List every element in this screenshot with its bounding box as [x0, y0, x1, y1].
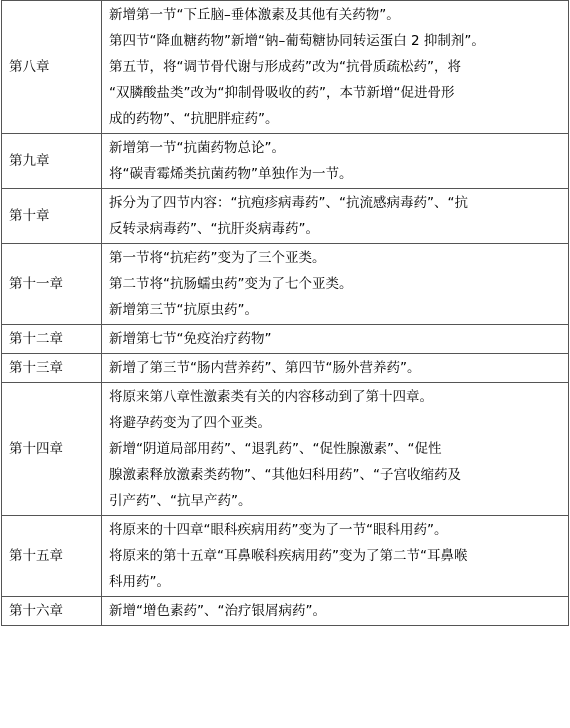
change-description-line: 第五节，将“调节骨代谢与形成药”改为“抗骨质疏松药”，将: [109, 59, 461, 75]
change-description-line: 拆分为了四节内容：“抗疱疹病毒药”、“抗流感病毒药”、“抗: [109, 195, 468, 211]
chapter-cell: 第十二章: [2, 325, 102, 354]
table-body: [2, 1, 569, 626]
change-description-line: 将原来的十四章“眼科疾病用药”变为了一节“眼科用药”。: [109, 522, 448, 538]
change-description-cell: [102, 516, 569, 597]
table-row: [2, 189, 569, 244]
chapter-cell: 第九章: [2, 134, 102, 189]
change-description-line: 引产药”、“抗早产药”。: [109, 493, 252, 509]
chapter-cell: 第八章: [2, 1, 102, 134]
change-description-line: 新增“阴道局部用药”、“退乳药”、“促性腺激素”、“促性: [109, 441, 442, 457]
change-description-line: 第四节“降血糖药物”新增“钠–葡萄糖协同转运蛋白 2 抑制剂”。: [109, 33, 485, 49]
change-description-line: 成的药物”、“抗肥胖症药”。: [109, 111, 279, 127]
change-description-line: 腺激素释放激素类药物”、“其他妇科用药”、“子宫收缩药及: [109, 467, 461, 483]
table-row: [2, 244, 569, 325]
table-row: [2, 516, 569, 597]
change-description-line: 反转录病毒药”、“抗肝炎病毒药”。: [109, 221, 319, 237]
change-description-line: 第二节将“抗肠蠕虫药”变为了七个亚类。: [109, 276, 353, 292]
table-row: [2, 325, 569, 354]
table-row: [2, 354, 569, 383]
change-description-cell: [102, 325, 569, 354]
change-description-cell: [102, 134, 569, 189]
chapter-cell: 第十四章: [2, 383, 102, 516]
chapter-cell: 第十一章: [2, 244, 102, 325]
table-row: [2, 597, 569, 626]
chapter-cell: 第十六章: [2, 597, 102, 626]
change-description-line: 新增“增色素药”、“治疗银屑病药”。: [109, 603, 326, 619]
change-description-line: 科用药”。: [109, 574, 170, 590]
change-description-cell: [102, 597, 569, 626]
change-description-cell: [102, 1, 569, 134]
chapter-changes-table: [1, 0, 569, 626]
table-row: [2, 383, 569, 516]
change-description-line: 新增第三节“抗原虫药”。: [109, 302, 258, 318]
change-description-cell: [102, 244, 569, 325]
change-description-cell: [102, 354, 569, 383]
change-description-line: 新增了第三节“肠内营养药”、第四节“肠外营养药”。: [109, 360, 421, 376]
chapter-cell: 第十五章: [2, 516, 102, 597]
table-row: [2, 1, 569, 134]
change-description-cell: [102, 189, 569, 244]
change-description-line: 第一节将“抗疟药”变为了三个亚类。: [109, 250, 326, 266]
change-description-line: 将原来的第十五章“耳鼻喉科疾病用药”变为了第二节“耳鼻喉: [109, 548, 468, 564]
table-row: [2, 134, 569, 189]
change-description-line: 新增第一节“抗菌药物总论”。: [109, 140, 285, 156]
change-description-line: 新增第七节“免疫治疗药物”: [109, 331, 272, 347]
change-description-cell: [102, 383, 569, 516]
change-description-line: “双膦酸盐类”改为“抑制骨吸收的药”，本节新增“促进骨形: [109, 85, 455, 101]
chapter-cell: 第十三章: [2, 354, 102, 383]
change-description-line: 将“碳青霉烯类抗菌药物”单独作为一节。: [109, 166, 353, 182]
change-description-line: 将原来第八章性激素类有关的内容移动到了第十四章。: [109, 389, 433, 405]
change-description-line: 将避孕药变为了四个亚类。: [109, 415, 271, 431]
chapter-cell: 第十章: [2, 189, 102, 244]
change-description-line: 新增第一节“下丘脑–垂体激素及其他有关药物”。: [109, 7, 400, 23]
